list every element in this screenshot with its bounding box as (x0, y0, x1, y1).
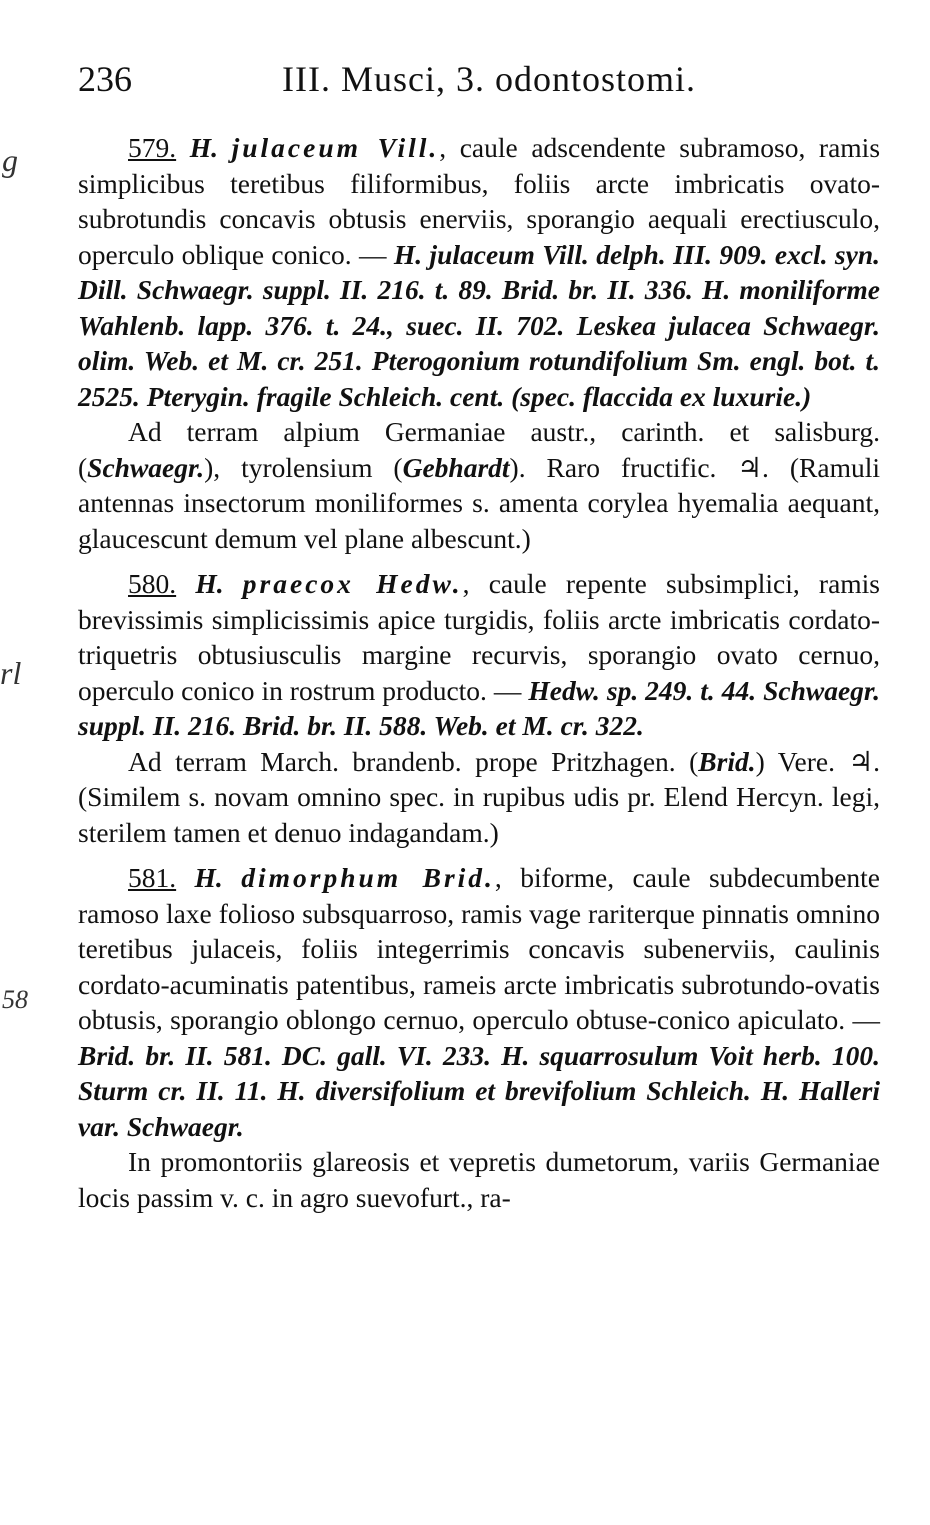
species-name: praecox Hedw. (242, 568, 463, 599)
margin-annotation: 58 (2, 985, 28, 1014)
species-entry (78, 860, 880, 1215)
habitat-text (78, 744, 880, 851)
habitat-part: Ad terram alpium Germaniae austr., carinth. et salisburg. ( (78, 416, 880, 483)
habitat-text (78, 1144, 880, 1215)
synonymy-text: Brid. br. II. 581. DC. gall. VI. 233. H. squarrosulum Voit herb. 100. Sturm cr. II. 11. H. diversifolium et brevifolium Schleich. H. Halleri var. Schwaegr. (78, 1039, 880, 1142)
entry-number: 581. (128, 862, 177, 893)
species-description (78, 566, 880, 744)
margin-annotation: g (2, 142, 18, 178)
habitat-part: ) Vere. ♃. (Similem s. novam omnino spec. in rupibus udis pr. Elend Hercyn. legi, sterilem tamen et denuo indagandam.) (78, 745, 880, 848)
entry-number: 580. (128, 568, 177, 599)
habitat-part: ). Raro fructific. ♃. (Ramuli antennas insectorum moniliformes s. amenta corylea hyemalia aequant, glaucescunt demum vel plane albescunt.) (78, 451, 880, 554)
collector-name: Gebhardt (402, 451, 510, 483)
genus-abbrev: H. (195, 568, 224, 599)
entry-number: 579. (128, 132, 177, 163)
species-name: julaceum Vill. (231, 132, 440, 163)
page-number: 236 (78, 59, 132, 99)
genus-abbrev: H. (189, 132, 218, 163)
habitat-part: ), tyrolensium ( (204, 451, 403, 483)
genus-abbrev: H. (194, 862, 223, 893)
species-name: dimorphum Brid. (241, 862, 495, 893)
species-description (78, 860, 880, 1144)
synonymy-text: Hedw. sp. 249. t. 44. Schwaegr. suppl. II. 216. Brid. br. II. 588. Web. et M. cr. 322. (78, 674, 880, 741)
species-entry (78, 566, 880, 850)
habitat-text (78, 414, 880, 556)
habitat-part: In promontoriis glareosis et vepretis dumetorum, variis Germaniae locis passim v. c. in agro suevofurt., ra- (78, 1146, 880, 1213)
diagnosis-text: , caule repente subsimplici, ramis brevissimis simplicissimis apice turgidis, foliis arcte imbricatis cordato-triquetris obtusiusculis margine recurvis, sporangio ovato cernuo, operculo conico in rostrum producto. — (78, 568, 881, 706)
species-entry (78, 130, 880, 556)
collector-name: Brid. (698, 745, 756, 777)
habitat-part: Ad terram March. brandenb. prope Pritzhagen. ( (128, 745, 699, 777)
synonymy-text: H. julaceum Vill. delph. III. 909. excl. syn. Dill. Schwaegr. suppl. II. 216. t. 89. Brid. br. II. 336. H. moniliforme Wahlenb. lapp. 376. t. 24., suec. II. 702. Leskea julacea Schwaegr. olim. Web. et M. cr. 251. Pterogonium rotundifolium Sm. engl. bot. t. 2525. Pterygin. fragile Schleich. cent. (spec. flaccida ex luxurie.) (78, 238, 881, 412)
page-body (78, 130, 880, 1215)
diagnosis-text: , biforme, caule subdecumbente ramoso laxe folioso subsquarroso, ramis vage rariterque pinnatis omnino teretibus julaceis, foliis integerrimis concavis subenerviis, caulinis cordato-acuminatis patentibus, rameis arcte imbricatis subrotundo-ovatis obtusis, sporangio oblongo cernuo, operculo obtuse-conico apiculato. — (78, 862, 881, 1035)
diagnosis-text: , caule adscendente subramoso, ramis simplicibus teretibus filiformibus, foliis arcte imbricatis ovato-subrotundis concavis obtusis enerviis, sporangio aequali erectiusculo, operculo oblique conico. — (78, 132, 881, 270)
collector-name: Schwaegr. (87, 451, 205, 483)
running-title: III. Musci, 3. odontostomi. (282, 59, 696, 99)
margin-annotation: rl (0, 655, 22, 691)
species-description (78, 130, 880, 414)
